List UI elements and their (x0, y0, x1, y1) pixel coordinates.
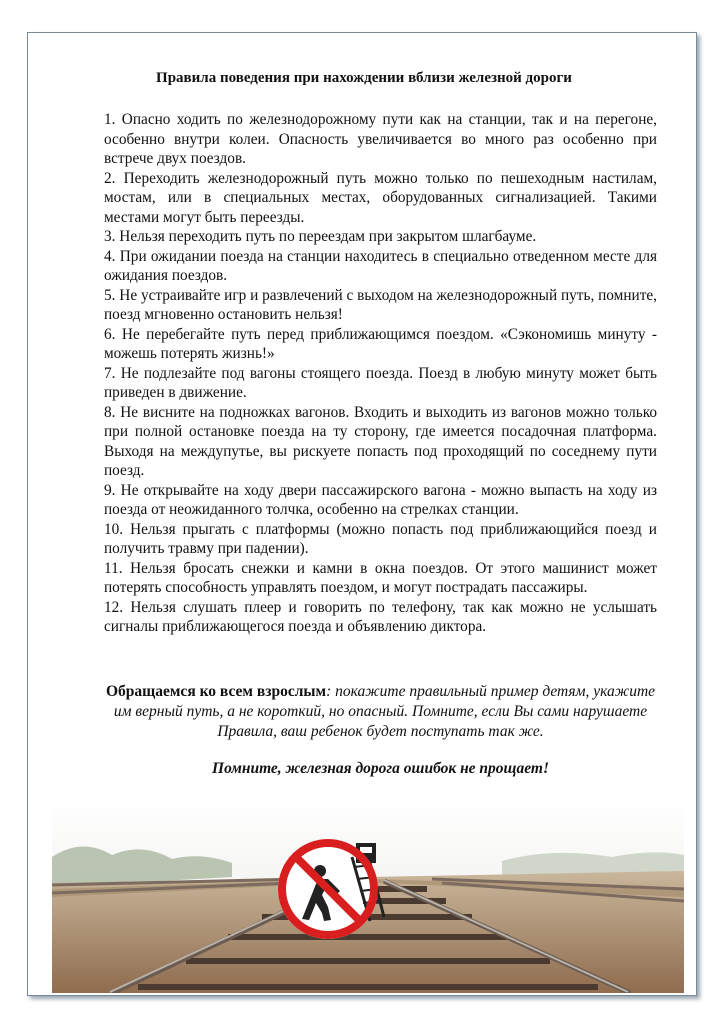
rule-item: 2. Переходить железнодорожный путь можно только по пешеходным настилам, мостам, или в специальных местах, оборудованных сигнализацией. Такими местами могут быть переезды. (104, 169, 657, 226)
railway-warning-image (52, 797, 684, 993)
rule-item: 4. При ожидании поезда на станции находитесь в специально отведенном месте для ожидания поездов. (104, 247, 657, 284)
rule-item: 11. Нельзя бросать снежки и камни в окна поездов. От этого машинист может потерять способность управлять поездом, и могут пострадать пассажиры. (104, 559, 657, 596)
rule-item: 9. Не открывайте на ходу двери пассажирского вагона - можно выпасть на ходу из поезда от неожиданного толчка, особенно на стрелках станции. (104, 481, 657, 518)
rule-item: 3. Нельзя переходить путь по переездам при закрытом шлагбауме. (104, 228, 537, 245)
appeal-text: : покажите правильный пример детям, укажите им верный путь, а не короткий, но опасный. Помните, если Вы сами нарушаете Правила, ваш ребенок будет поступать так же. (113, 683, 656, 740)
rule-item: 6. Не перебегайте путь перед приближающимся поездом. «Сэкономишь минуту - можешь потерять жизнь!» (104, 325, 657, 362)
rule-item: 1. Опасно ходить по железнодорожному пути как на станции, так и на перегоне, особенно внутри колеи. Опасность увеличивается во много раз особенно при встрече двух поездов. (104, 111, 657, 167)
appeal-paragraph (104, 682, 657, 742)
rule-item: 12. Нельзя слушать плеер и говорить по телефону, так как можно не услышать сигналы приближающегося поезда и объявлению диктора. (104, 598, 657, 635)
rule-item: 7. Не подлезайте под вагоны стоящего поезда. Поезд в любую минуту может быть приведен в движение. (104, 364, 657, 401)
rule-item: 8. Не висните на подножках вагонов. Входить и выходить из вагонов можно только при полной остановке поезда на ту сторону, где имеется посадочная платформа. Выходя на междупутье, вы рискуете попасть под проходящий по соседнему пути поезд. (104, 403, 657, 479)
appeal-lead: Обращаемся ко всем взрослым (105, 683, 327, 700)
rules-list (104, 110, 657, 637)
closing-warning: Помните, железная дорога ошибок не прощает! (212, 760, 549, 777)
rule-item: 5. Не устраивайте игр и развлечений с выходом на железнодорожный путь, помните, поезд мгновенно остановить нельзя! (104, 286, 658, 323)
rule-item: 10. Нельзя прыгать с платформы (можно попасть под приближающийся поезд и получить травму при падении). (104, 520, 657, 557)
page-title: Правила поведения при нахождении вблизи железной дороги (156, 70, 572, 86)
